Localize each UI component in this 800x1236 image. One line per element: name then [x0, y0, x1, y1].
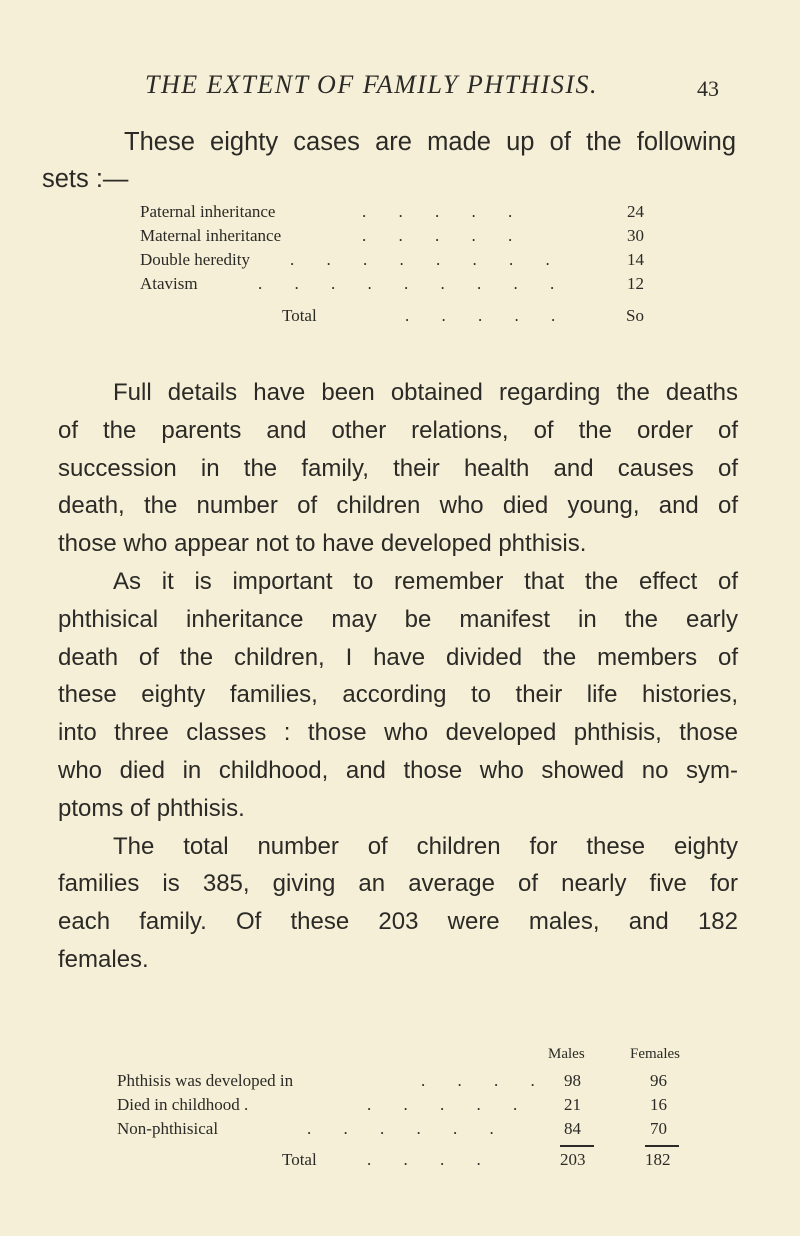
row-males: 98 — [564, 1071, 581, 1090]
row-leader: . . . . . — [362, 202, 527, 221]
sum-rule-females — [645, 1145, 679, 1147]
body-line: those who appear not to have developed phthisis. — [58, 530, 587, 558]
table-row — [140, 274, 644, 296]
row-males: 84 — [564, 1119, 581, 1138]
row-label: Paternal inheritance — [140, 202, 276, 221]
body-line: of the parents and other relations, of the order of — [58, 416, 738, 444]
table-row — [140, 250, 644, 272]
body-text — [58, 374, 738, 979]
row-value: 14 — [627, 250, 644, 269]
total-leader: . . . . . — [405, 306, 570, 325]
body-line: The total number of children for these eighty — [113, 832, 738, 860]
row-value: 30 — [627, 226, 644, 245]
total-leader: . . . . — [367, 1150, 495, 1169]
row-label: Phthisis was developed in — [117, 1071, 294, 1090]
body-line: As it is important to remember that the effect of — [113, 567, 738, 595]
col-header-females: Females — [630, 1046, 680, 1062]
body-line: phthisical inheritance may be manifest in the early — [58, 605, 738, 633]
row-leader: . . . . . . — [307, 1119, 508, 1138]
body-line: death of the children, I have divided the members of — [58, 643, 738, 671]
body-line: females. — [58, 945, 149, 973]
total-males: 203 — [560, 1150, 586, 1169]
body-line: death, the number of children who died young, and of — [58, 492, 738, 520]
table-row — [117, 1119, 697, 1141]
table-row — [140, 226, 644, 248]
row-females: 96 — [650, 1071, 667, 1090]
body-line: each family. Of these 203 were males, and 182 — [58, 908, 738, 936]
body-line: families is 385, giving an average of nearly five for — [58, 870, 738, 898]
row-females: 70 — [650, 1119, 667, 1138]
total-label: Total — [282, 306, 317, 325]
table-row — [117, 1095, 697, 1117]
row-leader: . . . . . . . . . — [258, 274, 569, 293]
row-leader: . . . . . . . . — [290, 250, 564, 269]
sum-rule-males — [560, 1145, 594, 1147]
col-header-males: Males — [548, 1046, 585, 1062]
row-label: Died in childhood . — [117, 1095, 249, 1114]
body-line: these eighty families, according to their life histories, — [58, 681, 738, 709]
row-label: Atavism — [140, 274, 198, 293]
row-value: 24 — [627, 202, 644, 221]
body-line: who died in childhood, and those who showed no sym- — [58, 756, 738, 784]
row-females: 16 — [650, 1095, 667, 1114]
body-line: into three classes : those who developed phthisis, those — [58, 719, 738, 747]
row-label: Non-phthisical — [117, 1119, 219, 1138]
row-males: 21 — [564, 1095, 581, 1114]
row-label: Double heredity — [140, 250, 250, 269]
total-label: Total — [282, 1150, 317, 1169]
row-value: 12 — [627, 274, 644, 293]
row-leader: . . . . — [421, 1071, 549, 1090]
table-row — [140, 202, 644, 224]
running-title: THE EXTENT OF FAMILY PHTHISIS. — [145, 70, 599, 99]
page-number: 43 — [697, 76, 719, 101]
total-row — [140, 306, 644, 328]
row-label: Maternal inheritance — [140, 226, 282, 245]
intro-line-1: These eighty cases are made up of the following — [124, 128, 736, 156]
row-leader: . . . . . — [362, 226, 527, 245]
total-row — [117, 1150, 697, 1172]
body-line: Full details have been obtained regarding the deaths — [113, 379, 738, 406]
row-leader: . . . . . — [367, 1095, 532, 1114]
body-line: ptoms of phthisis. — [58, 794, 245, 822]
table-row — [117, 1071, 697, 1093]
total-value: So — [626, 306, 644, 325]
running-header — [145, 70, 735, 100]
intro-line-2: sets :— — [42, 165, 129, 193]
total-females: 182 — [645, 1150, 671, 1169]
body-line: succession in the family, their health and causes of — [58, 454, 738, 482]
